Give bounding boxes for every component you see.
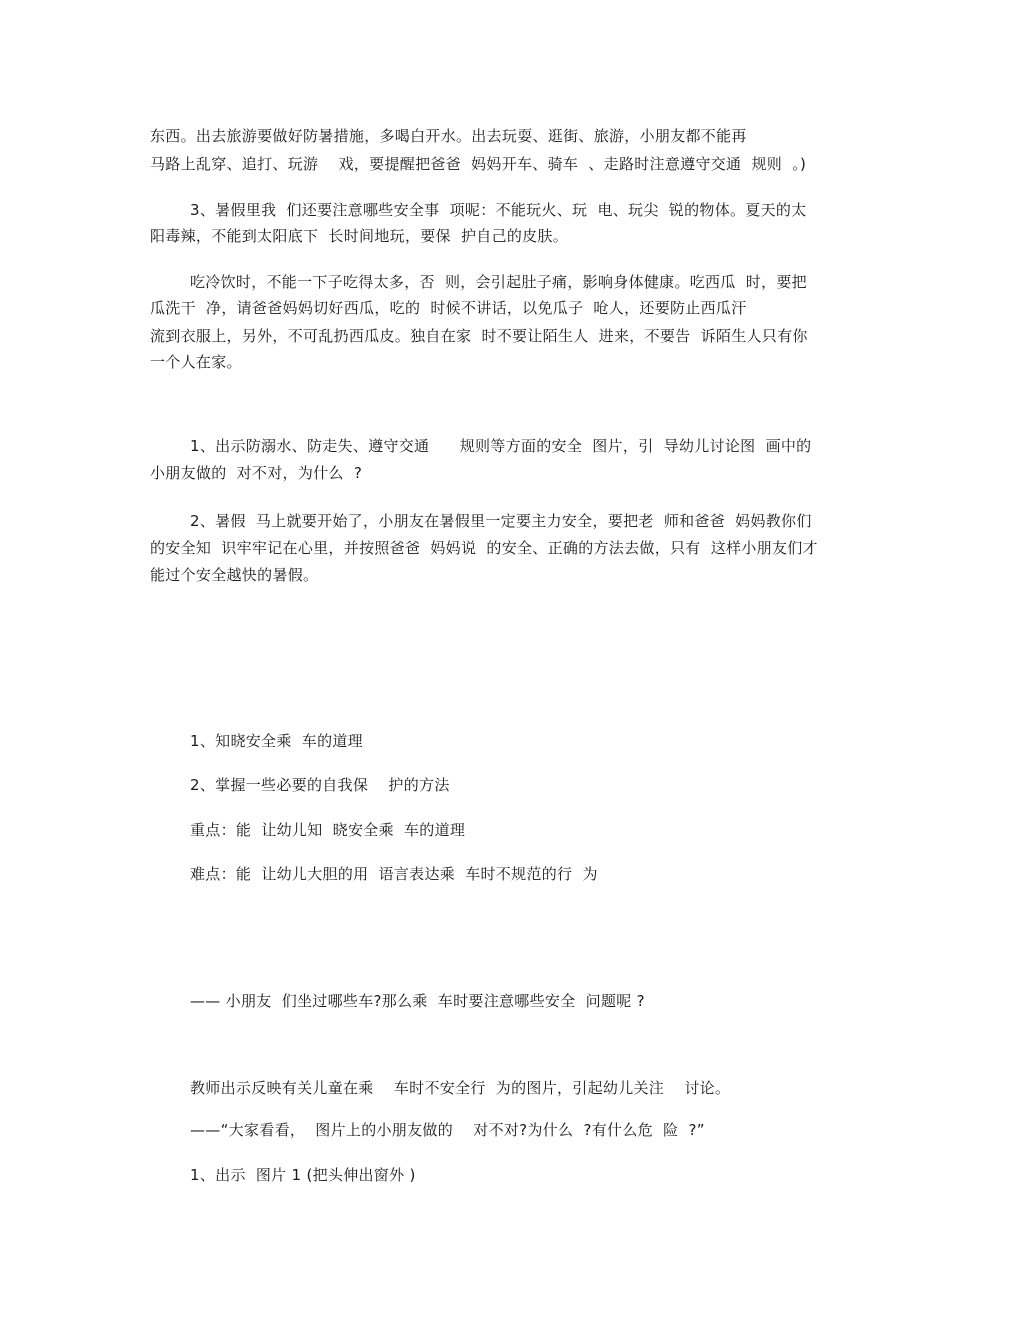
text-line: 阳毒辣，不能到太阳底下 长时间地玩，要保 护自己的皮肤。	[150, 227, 569, 245]
text-line: 难点：能 让幼儿大胆的用 语言表达乘 车时不规范的行 为	[190, 865, 598, 883]
text-line: 流到衣服上，另外，不可乱扔西瓜皮。独自在家 时不要让陌生人 进来，不要告 诉陌生人只有你	[150, 327, 808, 345]
text-line: 1、知晓安全乘 车的道理	[190, 732, 363, 750]
text-line: 小朋友做的 对不对，为什么 ?	[150, 464, 363, 482]
text-line: 重点：能 让幼儿知 晓安全乘 车的道理	[190, 821, 466, 839]
text-line: ——“大家看看， 图片上的小朋友做的 对不对?为什么 ?有什么危 险 ?”	[190, 1121, 705, 1139]
text-line: 东西。出去旅游要做好防暑措施，多喝白开水。出去玩耍、逛街、旅游，小朋友都不能再	[150, 127, 747, 145]
text-line: 的安全知 识牢牢记在心里，并按照爸爸 妈妈说 的安全、正确的方法去做，只有 这样小朋友们才	[150, 539, 818, 557]
text-line: 2、暑假 马上就要开始了，小朋友在暑假里一定要主力安全，要把老 师和爸爸 妈妈教你们	[190, 512, 812, 530]
text-line: 瓜洗干 净，请爸爸妈妈切好西瓜，吃的 时候不讲话，以免瓜子 呛人，还要防止西瓜汗	[150, 299, 747, 317]
text-line: 2、掌握一些必要的自我保 护的方法	[190, 776, 450, 794]
text-line: 3、暑假里我 们还要注意哪些安全事 项呢：不能玩火、玩 电、玩尖 锐的物体。夏天的太	[190, 201, 807, 219]
text-line: 马路上乱穿、追打、玩游 戏，要提醒把爸爸 妈妈开车、骑车 、走路时注意遵守交通 规则 。)	[150, 155, 807, 173]
text-line: 教师出示反映有关儿童在乘 车时不安全行 为的图片，引起幼儿关注 讨论。	[190, 1079, 731, 1097]
text-line: 能过个安全越快的暑假。	[150, 566, 319, 584]
text-line: —— 小朋友 们坐过哪些车?那么乘 车时要注意哪些安全 问题呢 ?	[190, 992, 645, 1010]
text-line: 吃冷饮时，不能一下子吃得太多，否 则，会引起肚子痛，影响身体健康。吃西瓜 时，要把	[190, 273, 807, 291]
text-line: 1、出示 图片 1 (把头伸出窗外 )	[190, 1166, 416, 1184]
text-line: 1、出示防溺水、防走失、遵守交通 规则等方面的安全 图片，引 导幼儿讨论图 画中的	[190, 437, 812, 455]
text-line: 一个人在家。	[150, 353, 242, 371]
